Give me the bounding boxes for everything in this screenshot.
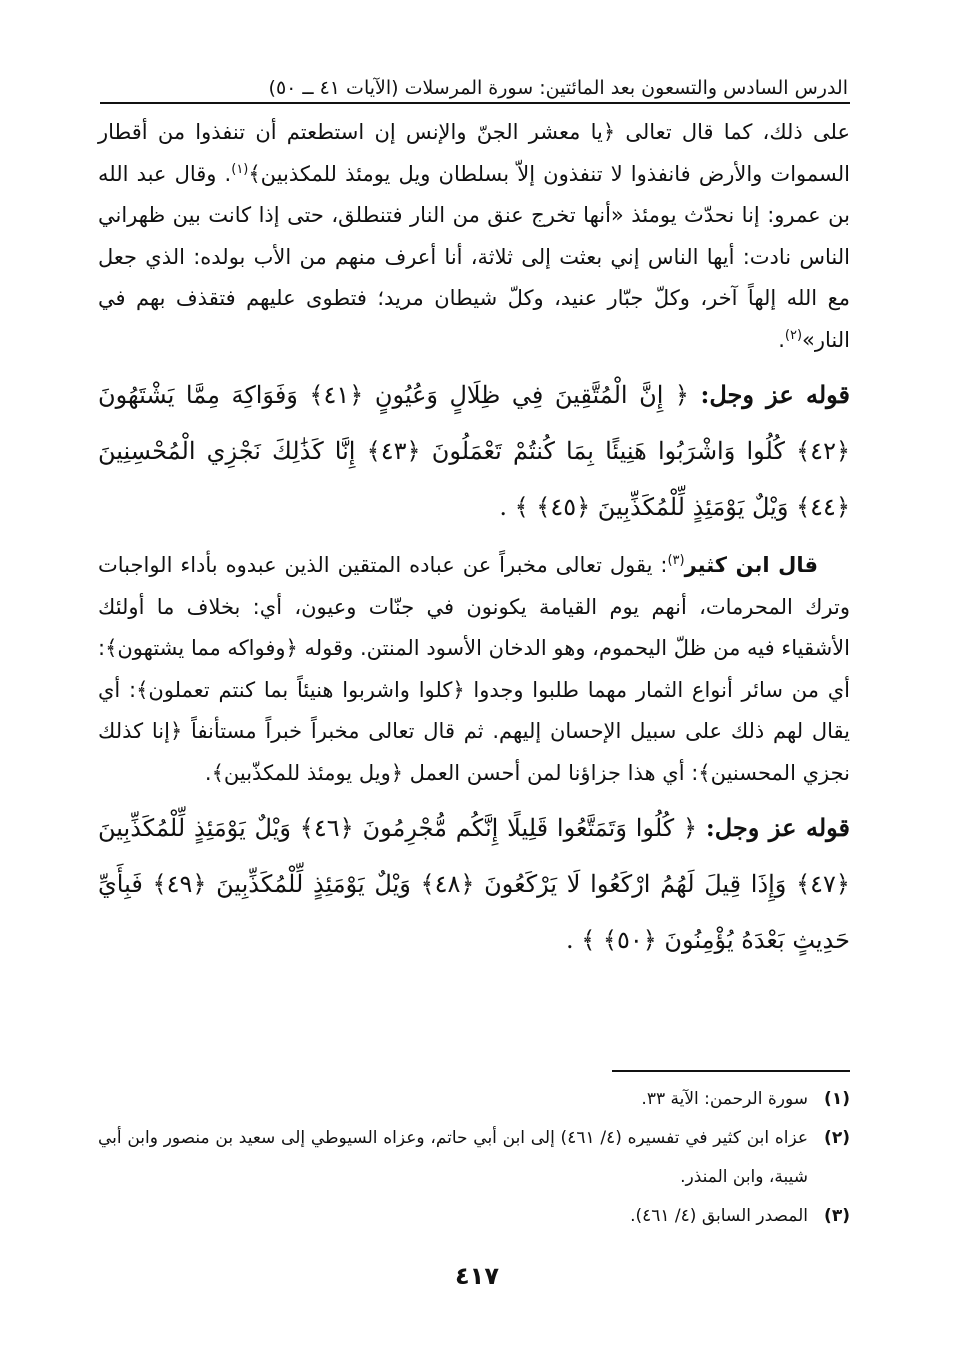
- main-text: [98, 112, 850, 978]
- paragraph-1-continued: . وقال عبد الله بن عمرو: إنا نحدّث يومئذ «أنها تخرج عنق من النار فتنطلق، حتى إذا كانت بين ظهراني الناس نادت: أيها الناس إني بعثت إلى ثلاثة، أنا أعرف منهم من الأب بولده: الذي جعل مع الله إلهاً آخر، وكلّ جبّار عنيد، وكلّ شيطان مريد؛ فتطوى عليهم فتقذف بهم في النار»: [98, 161, 850, 352]
- verse-2-lead: قوله عز وجل:: [705, 813, 851, 842]
- footnote-ref-3[interactable]: (٣): [667, 553, 685, 568]
- footnotes: [98, 1080, 850, 1236]
- verse-1-lead: قوله عز وجل:: [700, 380, 851, 409]
- footnote-ref-1[interactable]: (١): [231, 161, 249, 177]
- footnote-ref-2[interactable]: (٢): [784, 327, 803, 343]
- paragraph-1: [98, 112, 850, 361]
- running-header: الدرس السادس والتسعون بعد المائتين: سورة المرسلات (الآيات ٤١ ــ ٥٠): [268, 77, 848, 99]
- paragraph-1-end: .: [778, 327, 785, 352]
- footnote-1-number: (١): [824, 1089, 850, 1109]
- footnote-rule: [612, 1070, 850, 1072]
- page-number: ٤١٧: [455, 1262, 499, 1290]
- footnote-3: [98, 1197, 850, 1236]
- verse-1-text: ﴿ إِنَّ الْمُتَّقِينَ فِي ظِلَالٍ وَعُيُونٍ ﴿٤١﴾ وَفَوَاكِهَ مِمَّا يَشْتَهُونَ ﴿٤٢﴾ كُلُوا وَاشْرَبُوا هَنِيئًا بِمَا كُنتُمْ تَعْمَلُونَ ﴿٤٣﴾ إِنَّا كَذَٰلِكَ نَجْزِي الْمُحْسِنِينَ ﴿٤٤﴾ وَيْلٌ يَوْمَئِذٍ لِّلْمُكَذِّبِينَ ﴿٤٥﴾ ﴾ .: [98, 381, 851, 521]
- footnote-2: [98, 1119, 850, 1197]
- verse-block-1: [98, 367, 850, 535]
- paragraph-2: [98, 545, 850, 794]
- verse-block-2: [98, 800, 850, 968]
- footnote-2-text: عزاه ابن كثير في تفسيره (٤/ ٤٦١) إلى ابن أبي حاتم، وعزاه السيوطي إلى سعيد بن منصور وابن أبي شيبة، وابن المنذر.: [98, 1128, 808, 1187]
- footnote-1-text: سورة الرحمن: الآية ٣٣.: [641, 1089, 808, 1109]
- footnote-3-text: المصدر السابق (٤/ ٤٦١).: [630, 1206, 808, 1226]
- footnote-2-number: (٢): [824, 1128, 850, 1148]
- verse-2-text: ﴿ كُلُوا وَتَمَتَّعُوا قَلِيلًا إِنَّكُم مُّجْرِمُونَ ﴿٤٦﴾ وَيْلٌ يَوْمَئِذٍ لِّلْمُكَذِّبِينَ ﴿٤٧﴾ وَإِذَا قِيلَ لَهُمُ ارْكَعُوا لَا يَرْكَعُونَ ﴿٤٨﴾ وَيْلٌ يَوْمَئِذٍ لِّلْمُكَذِّبِينَ ﴿٤٩﴾ فَبِأَيِّ حَدِيثٍ بَعْدَهُ يُؤْمِنُونَ ﴿٥٠﴾ ﴾ .: [98, 814, 850, 954]
- footnote-1: [98, 1080, 850, 1119]
- paragraph-2-lead: قال ابن كثير: [684, 553, 818, 577]
- footnote-3-number: (٣): [824, 1206, 850, 1226]
- header-rule: [100, 102, 850, 104]
- paragraph-2-text: : يقول تعالى مخبراً عن عباده المتقين الذين عبدوه بأداء الواجبات وترك المحرمات، أنهم يوم القيامة يكونون في جنّات وعيون، أي: بخلاف ما أولئك الأشقياء فيه من ظلّ اليحموم، وهو الدخان الأسود المنتن. وقوله ﴿وفواكه مما يشتهون﴾: أي من سائر أنواع الثمار مهما طلبوا وجدوا ﴿كلوا واشربوا هنيئاً بما كنتم تعملون﴾: أي يقال لهم ذلك على سبيل الإحسان إليهم. ثم قال تعالى مخبراً خبراً مستأنفاً ﴿إنا كذلك نجزي المحسنين﴾: أي هذا جزاؤنا لمن أحسن العمل ﴿ويل يومئذ للمكذّبين﴾.: [98, 553, 850, 785]
- paragraph-1-text: على ذلك، كما قال تعالى ﴿يا معشر الجنّ والإنس إن استطعتم أن تنفذوا من أقطار السموات والأرض فانفذوا لا تنفذون إلاّ بسلطان ويل يومئذ للمكذبين﴾: [98, 120, 850, 186]
